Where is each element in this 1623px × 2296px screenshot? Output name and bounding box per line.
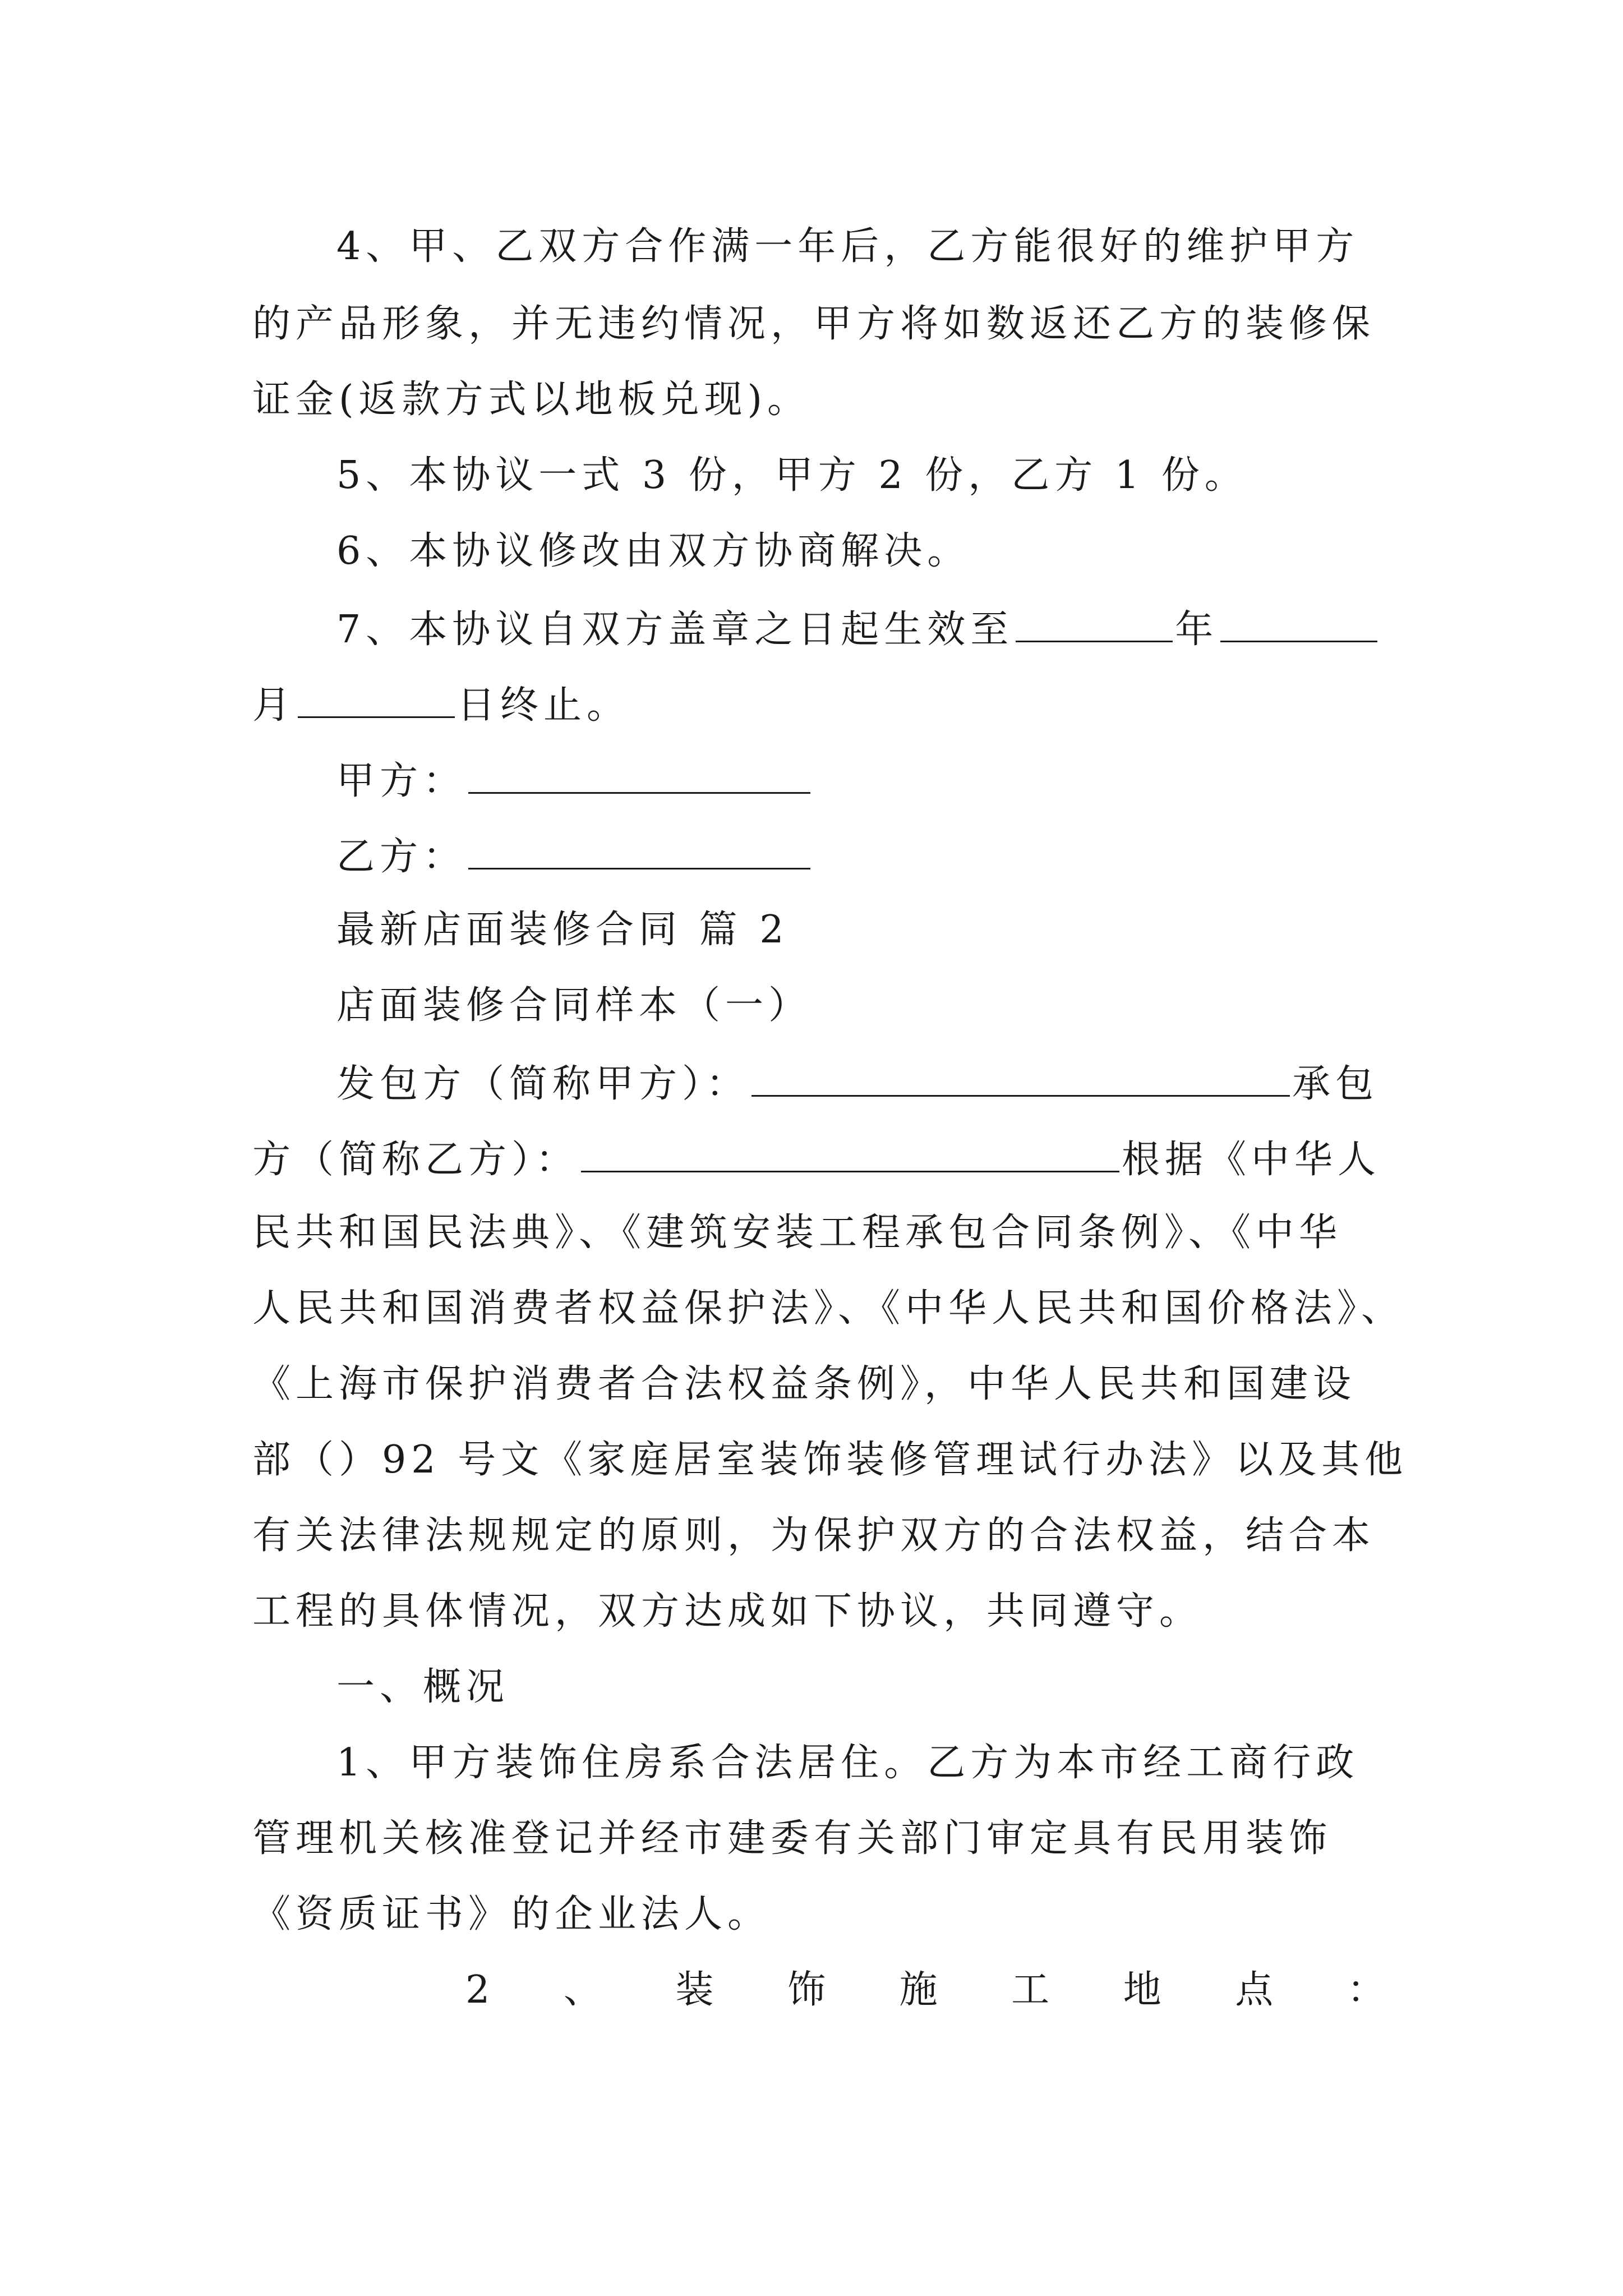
item-2-location-line [465,1963,1385,2017]
item-2-char: 地 [1123,1968,1161,2012]
contractee-blank[interactable] [581,1130,1119,1172]
item-1-line-1: 1、甲方装饰住房系合法居住。乙方为本市经工商行政 [336,1741,1359,1785]
party-a-signature [336,752,813,808]
clause-7-year-word: 年 [1175,608,1219,652]
clause-7-text-effective: 7、本协议自双方盖章之日起生效至 [336,608,1014,652]
month-blank[interactable] [1220,600,1377,642]
party-a-label: 甲方： [336,759,467,803]
party-b-label: 乙方： [336,835,467,879]
contractor-blank[interactable] [751,1055,1290,1097]
item-2-char: 饰 [787,1968,826,2012]
clause-5: 5、本协议一式 3 份，甲方 2 份，乙方 1 份。 [336,453,1248,498]
year-blank[interactable] [1016,600,1173,642]
clause-7-line-1 [336,600,1380,657]
clause-6: 6、本协议修改由双方协商解决。 [336,529,971,573]
paragraph-line-6: 工程的具体情况，双方达成如下协议，共同遵守。 [252,1589,1203,1634]
contractee-line [252,1130,1381,1187]
paragraph-line-3: 《上海市保护消费者合法权益条例》，中华人民共和国建设 [252,1362,1357,1406]
clause-7-month-word: 月 [252,683,296,728]
paragraph-line-2: 人民共和国消费者权益保护法》、《中华人民共和国价格法》、 [252,1286,1405,1331]
item-2-char: 、 [563,1968,602,2012]
item-2-char: 装 [675,1968,714,2012]
item-1-line-3: 《资质证书》的企业法人。 [252,1892,771,1936]
contractee-word-start: 承包 [1292,1062,1379,1106]
item-2-char: ： [1347,1968,1385,2012]
party-a-blank[interactable] [468,752,810,794]
clause-7-line-2 [252,676,630,733]
clause-4-line-1: 4、甲、乙双方合作满一年后，乙方能很好的维护甲方 [336,224,1359,269]
item-1-line-2: 管理机关核准登记并经市建委有关部门审定具有民用装饰 [252,1816,1332,1861]
party-b-blank[interactable] [468,827,810,869]
overview-heading: 一、概况 [336,1665,510,1709]
basis-start: 根据《中华人 [1122,1138,1381,1182]
clause-4-line-2: 的产品形象，并无违约情况，甲方将如数返还乙方的装修保 [252,302,1376,346]
item-2-char: 2 [465,1968,490,2012]
section-heading: 最新店面装修合同 篇 2 [336,908,789,952]
contractor-label: 发包方（简称甲方）： [336,1062,750,1106]
party-b-signature [336,827,813,884]
contractee-label: 方（简称乙方）： [252,1138,579,1182]
day-blank[interactable] [298,676,455,718]
item-2-char: 施 [899,1968,938,2012]
clause-7-end-text: 日终止。 [457,683,630,728]
paragraph-line-4: 部（）92 号文《家庭居室装饰装修管理试行办法》以及其他 [252,1438,1408,1482]
section-subtitle: 店面装修合同样本（一） [336,983,812,1028]
contractor-line [336,1055,1378,1111]
paragraph-line-1: 民共和国民法典》、《建筑安装工程承包合同条例》、《中华 [252,1211,1343,1255]
item-2-char: 工 [1011,1968,1050,2012]
clause-4-line-3: 证金(返款方式以地板兑现)。 [252,378,811,422]
paragraph-line-5: 有关法律法规规定的原则，为保护双方的合法权益，结合本 [252,1513,1376,1558]
item-2-char: 点 [1235,1968,1274,2012]
